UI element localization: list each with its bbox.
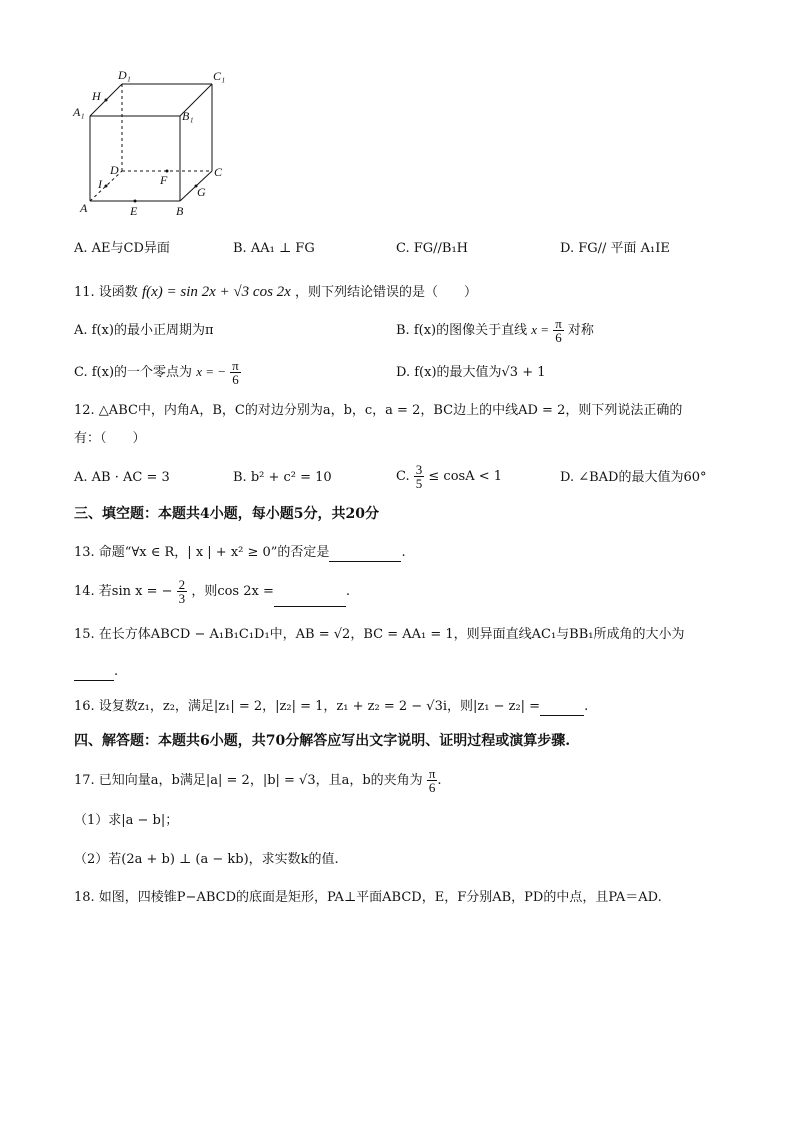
label-h: H (92, 89, 101, 103)
q11-b-post: 对称 (567, 323, 594, 338)
q14-mid: ，则cos 2x = (191, 584, 274, 599)
q12-option-a: A. AB · AC = 3 (74, 470, 170, 485)
point-i (105, 185, 108, 188)
q12-option-c (396, 462, 502, 492)
q17-den: 6 (428, 780, 436, 795)
label-d: D (110, 163, 119, 177)
q13-end: . (401, 545, 406, 560)
q11-c-fraction (230, 359, 241, 386)
q14-end: . (345, 584, 350, 599)
q11-option-c (74, 358, 241, 387)
q17-end: . (437, 773, 442, 788)
label-g: G (197, 185, 206, 199)
q11-stem-post: ，则下列结论错误的是（ ） (294, 285, 477, 300)
q12-c-den: 5 (415, 476, 423, 491)
q14-fraction (177, 578, 188, 605)
q16-end: . (584, 699, 589, 714)
q14-den: 3 (178, 591, 186, 606)
q11-b-x: x = (531, 322, 550, 337)
point-h (105, 99, 108, 102)
q11-b-den: 6 (555, 330, 562, 345)
q10-option-d: D. FG// 平面 A₁IE (560, 241, 670, 256)
q17-fraction (427, 767, 438, 794)
q15-answer-blank[interactable] (74, 662, 114, 681)
q11-stem-pre: 11. 设函数 (74, 285, 138, 300)
q11-c-pre: C. f(x)的一个零点为 (74, 365, 193, 380)
q11-b-num: π (555, 316, 562, 331)
q17-num: π (428, 766, 436, 781)
label-c1: C₁ (213, 69, 226, 83)
q15-line1: 15. 在长方体ABCD − A₁B₁C₁D₁中，AB = √2，BC = AA₁ = 1，则异面直线AC₁与BB₁所成角的大小为 (74, 627, 685, 642)
q14-answer-blank[interactable] (274, 576, 346, 607)
q13-answer-blank[interactable] (329, 543, 401, 562)
q18-stem: 18. 如图，四棱锥P−ABCD的底面是矩形，PA⊥平面ABCD，E，F分别AB，PD的中点，且PA＝AD. (74, 890, 662, 905)
q10-option-b: B. AA₁ ⊥ FG (233, 241, 315, 256)
q12-line1: 12. △ABC中，内角A，B，C的对边分别为a，b，c，a = 2，BC边上的中线AD = 2，则下列说法正确的 (74, 403, 683, 418)
q16 (74, 697, 588, 716)
q11-option-a: A. f(x)的最小正周期为π (74, 323, 214, 338)
section-solution-heading: 四、解答题：本题共6小题，共70分解答应写出文字说明、证明过程或演算步骤. (74, 733, 571, 749)
q17-pre: 17. 已知向量a，b满足|a| = 2，|b| = √3，且a，b的夹角为 (74, 773, 423, 788)
label-b1: B₁ (182, 109, 194, 123)
q17-part1: （1）求|a − b|； (74, 813, 179, 828)
label-a: A (80, 201, 88, 215)
q11-b-fraction (553, 317, 564, 344)
q16-answer-blank[interactable] (540, 697, 584, 716)
q13-text: 13. 命题“∀x ∈ R，| x | + x² ≥ 0”的否定是 (74, 545, 330, 560)
q14-num: 2 (178, 577, 186, 592)
q14-pre: 14. 若sin x = − (74, 584, 173, 599)
label-a1: A₁ (73, 105, 85, 119)
q10-option-a: A. AE与CD异面 (74, 241, 170, 256)
q11-b-pre: B. f(x)的图像关于直线 (396, 323, 528, 338)
label-c: C (214, 165, 223, 179)
label-d1: D₁ (118, 68, 131, 82)
label-i: I (98, 177, 102, 191)
q17-stem (74, 766, 442, 796)
q15-end: . (114, 664, 119, 679)
q12-c-post: ≤ cosA < 1 (428, 469, 503, 484)
q11-stem (74, 283, 477, 302)
cube-figure (70, 66, 240, 226)
q16-text: 16. 设复数z₁，z₂，满足|z₁| = 2，|z₂| = 1，z₁ + z₂ = 2 − √3i，则|z₁ − z₂| = (74, 699, 541, 714)
q12-option-d: D. ∠BAD的最大值为60° (560, 470, 707, 485)
q12-option-b: B. b² + c² = 10 (233, 470, 332, 485)
label-f: F (160, 173, 168, 187)
label-b: B (176, 204, 184, 218)
label-e: E (130, 204, 138, 218)
q14 (74, 576, 350, 607)
q12-c-fraction (414, 463, 425, 490)
point-e (134, 200, 137, 203)
q11-formula: f(x) = sin 2x + √3 cos 2x (141, 284, 291, 300)
q11-option-d: D. f(x)的最大值为√3 + 1 (396, 365, 546, 380)
q11-option-b (396, 316, 594, 345)
q15-line2 (74, 662, 118, 681)
q17-part2: （2）若(2a + b) ⊥ (a − kb)，求实数k的值. (74, 852, 339, 867)
q11-c-den: 6 (232, 372, 239, 387)
q13 (74, 543, 406, 562)
q12-line2: 有：（ ） (74, 431, 146, 446)
q12-c-num: 3 (415, 462, 423, 477)
q11-c-num: π (232, 358, 239, 373)
q12-c-pre: C. (396, 469, 410, 484)
q10-option-c: C. FG//B₁H (396, 241, 469, 256)
section-fill-blank-heading: 三、填空题：本题共4小题，每小题5分，共20分 (74, 506, 379, 522)
q11-c-x: x = − (196, 364, 227, 379)
